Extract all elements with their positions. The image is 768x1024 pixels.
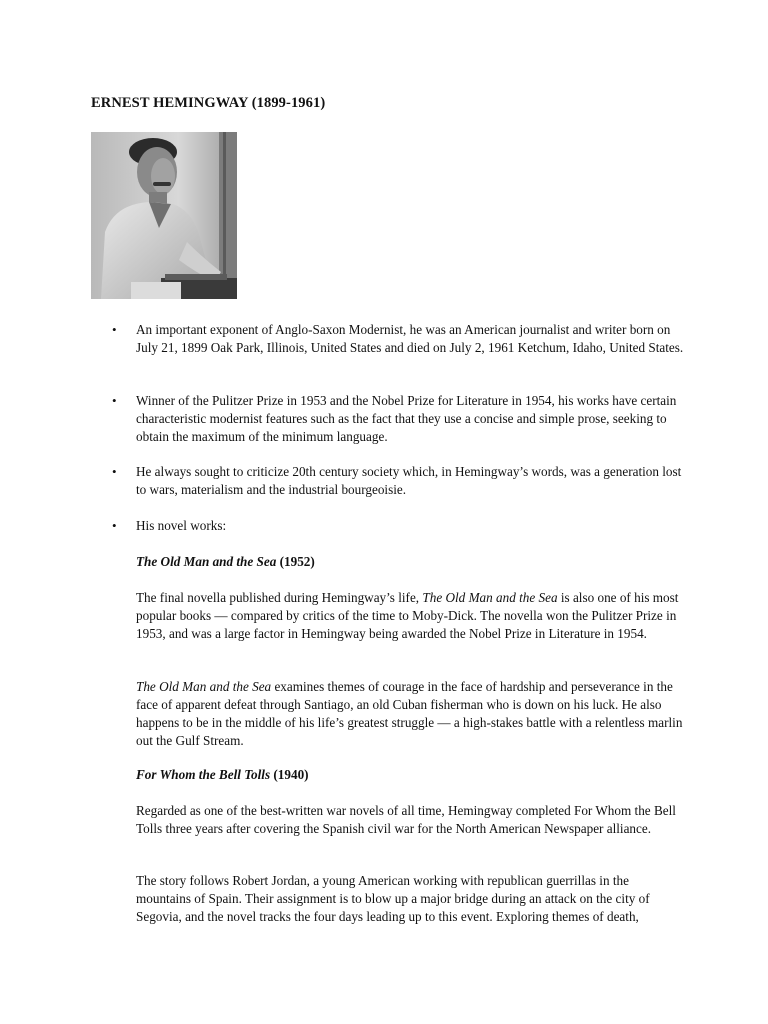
bullet-marker: • [112, 322, 117, 337]
bullet-item-criticism: He always sought to criticize 20th century society which, in Hemingway’s words, was a generation lost to wars, materialism and the industrial bourgeoisie. [136, 464, 682, 497]
work-paragraph [136, 802, 684, 838]
paragraph-text: is also one of his most popular books — compared by critics of the time to Moby-Dick. The novella won the Pulitzer Prize in 1953, and was a large factor in Hemingway being awarded the Nobel Prize in Literature in 1954. [136, 590, 679, 641]
paragraph-text: The final novella published during Hemingway’s life, [136, 590, 423, 605]
paragraph-italic-title: The Old Man and the Sea [422, 590, 558, 605]
work-heading-for-whom-the-bell-tolls [136, 766, 309, 784]
paragraph-text: examines themes of courage in the face of hardship and perseverance in the face of apparent defeat through Santiago, an old Cuban fisherman who is down on his luck. He also happens to be in the middle of his life’s greatest struggle — a high-stakes battle with a relentless marlin out the Gulf Stream. [136, 679, 683, 748]
author-portrait-photo [91, 132, 237, 299]
work-year: (1952) [279, 554, 315, 569]
work-title: The Old Man and the Sea [136, 554, 277, 569]
work-heading-old-man-and-the-sea [136, 553, 315, 571]
work-paragraph [136, 589, 684, 643]
work-title: For Whom the Bell Tolls [136, 767, 271, 782]
bullet-item-novel-works: His novel works: [136, 518, 227, 533]
paragraph-text: Regarded as one of the best-written war novels of all time, Hemingway completed For Whom the Bell Tolls three years after covering the Spanish civil war for the North American Newspaper alliance. [136, 803, 676, 836]
bullet-item-biography: An important exponent of Anglo-Saxon Modernist, he was an American journalist and writer born on July 21, 1899 Oak Park, Illinois, United States and died on July 2, 1961 Ketchum, Idaho, United States. [136, 322, 684, 355]
work-year: (1940) [273, 767, 309, 782]
paragraph-text: The story follows Robert Jordan, a young American working with republican guerrillas in the mountains of Spain. Their assignment is to blow up a major bridge during an attack on the city of Segovia, and the novel tracks the four days leading up to this event. Exploring themes of death, [136, 873, 650, 924]
bullet-marker: • [112, 464, 117, 479]
bullet-item-awards: Winner of the Pulitzer Prize in 1953 and the Nobel Prize for Literature in 1954, his works have certain characteristic modernist features such as the fact that they use a concise and simple prose, seeking to obtain the maximum of the minimum language. [136, 393, 677, 444]
document-title: ERNEST HEMINGWAY (1899-1961) [91, 95, 326, 111]
bullet-marker: • [112, 518, 117, 533]
work-paragraph [136, 678, 684, 750]
work-paragraph [136, 872, 684, 926]
paragraph-italic-title: The Old Man and the Sea [136, 679, 272, 694]
bullet-marker: • [112, 393, 117, 408]
